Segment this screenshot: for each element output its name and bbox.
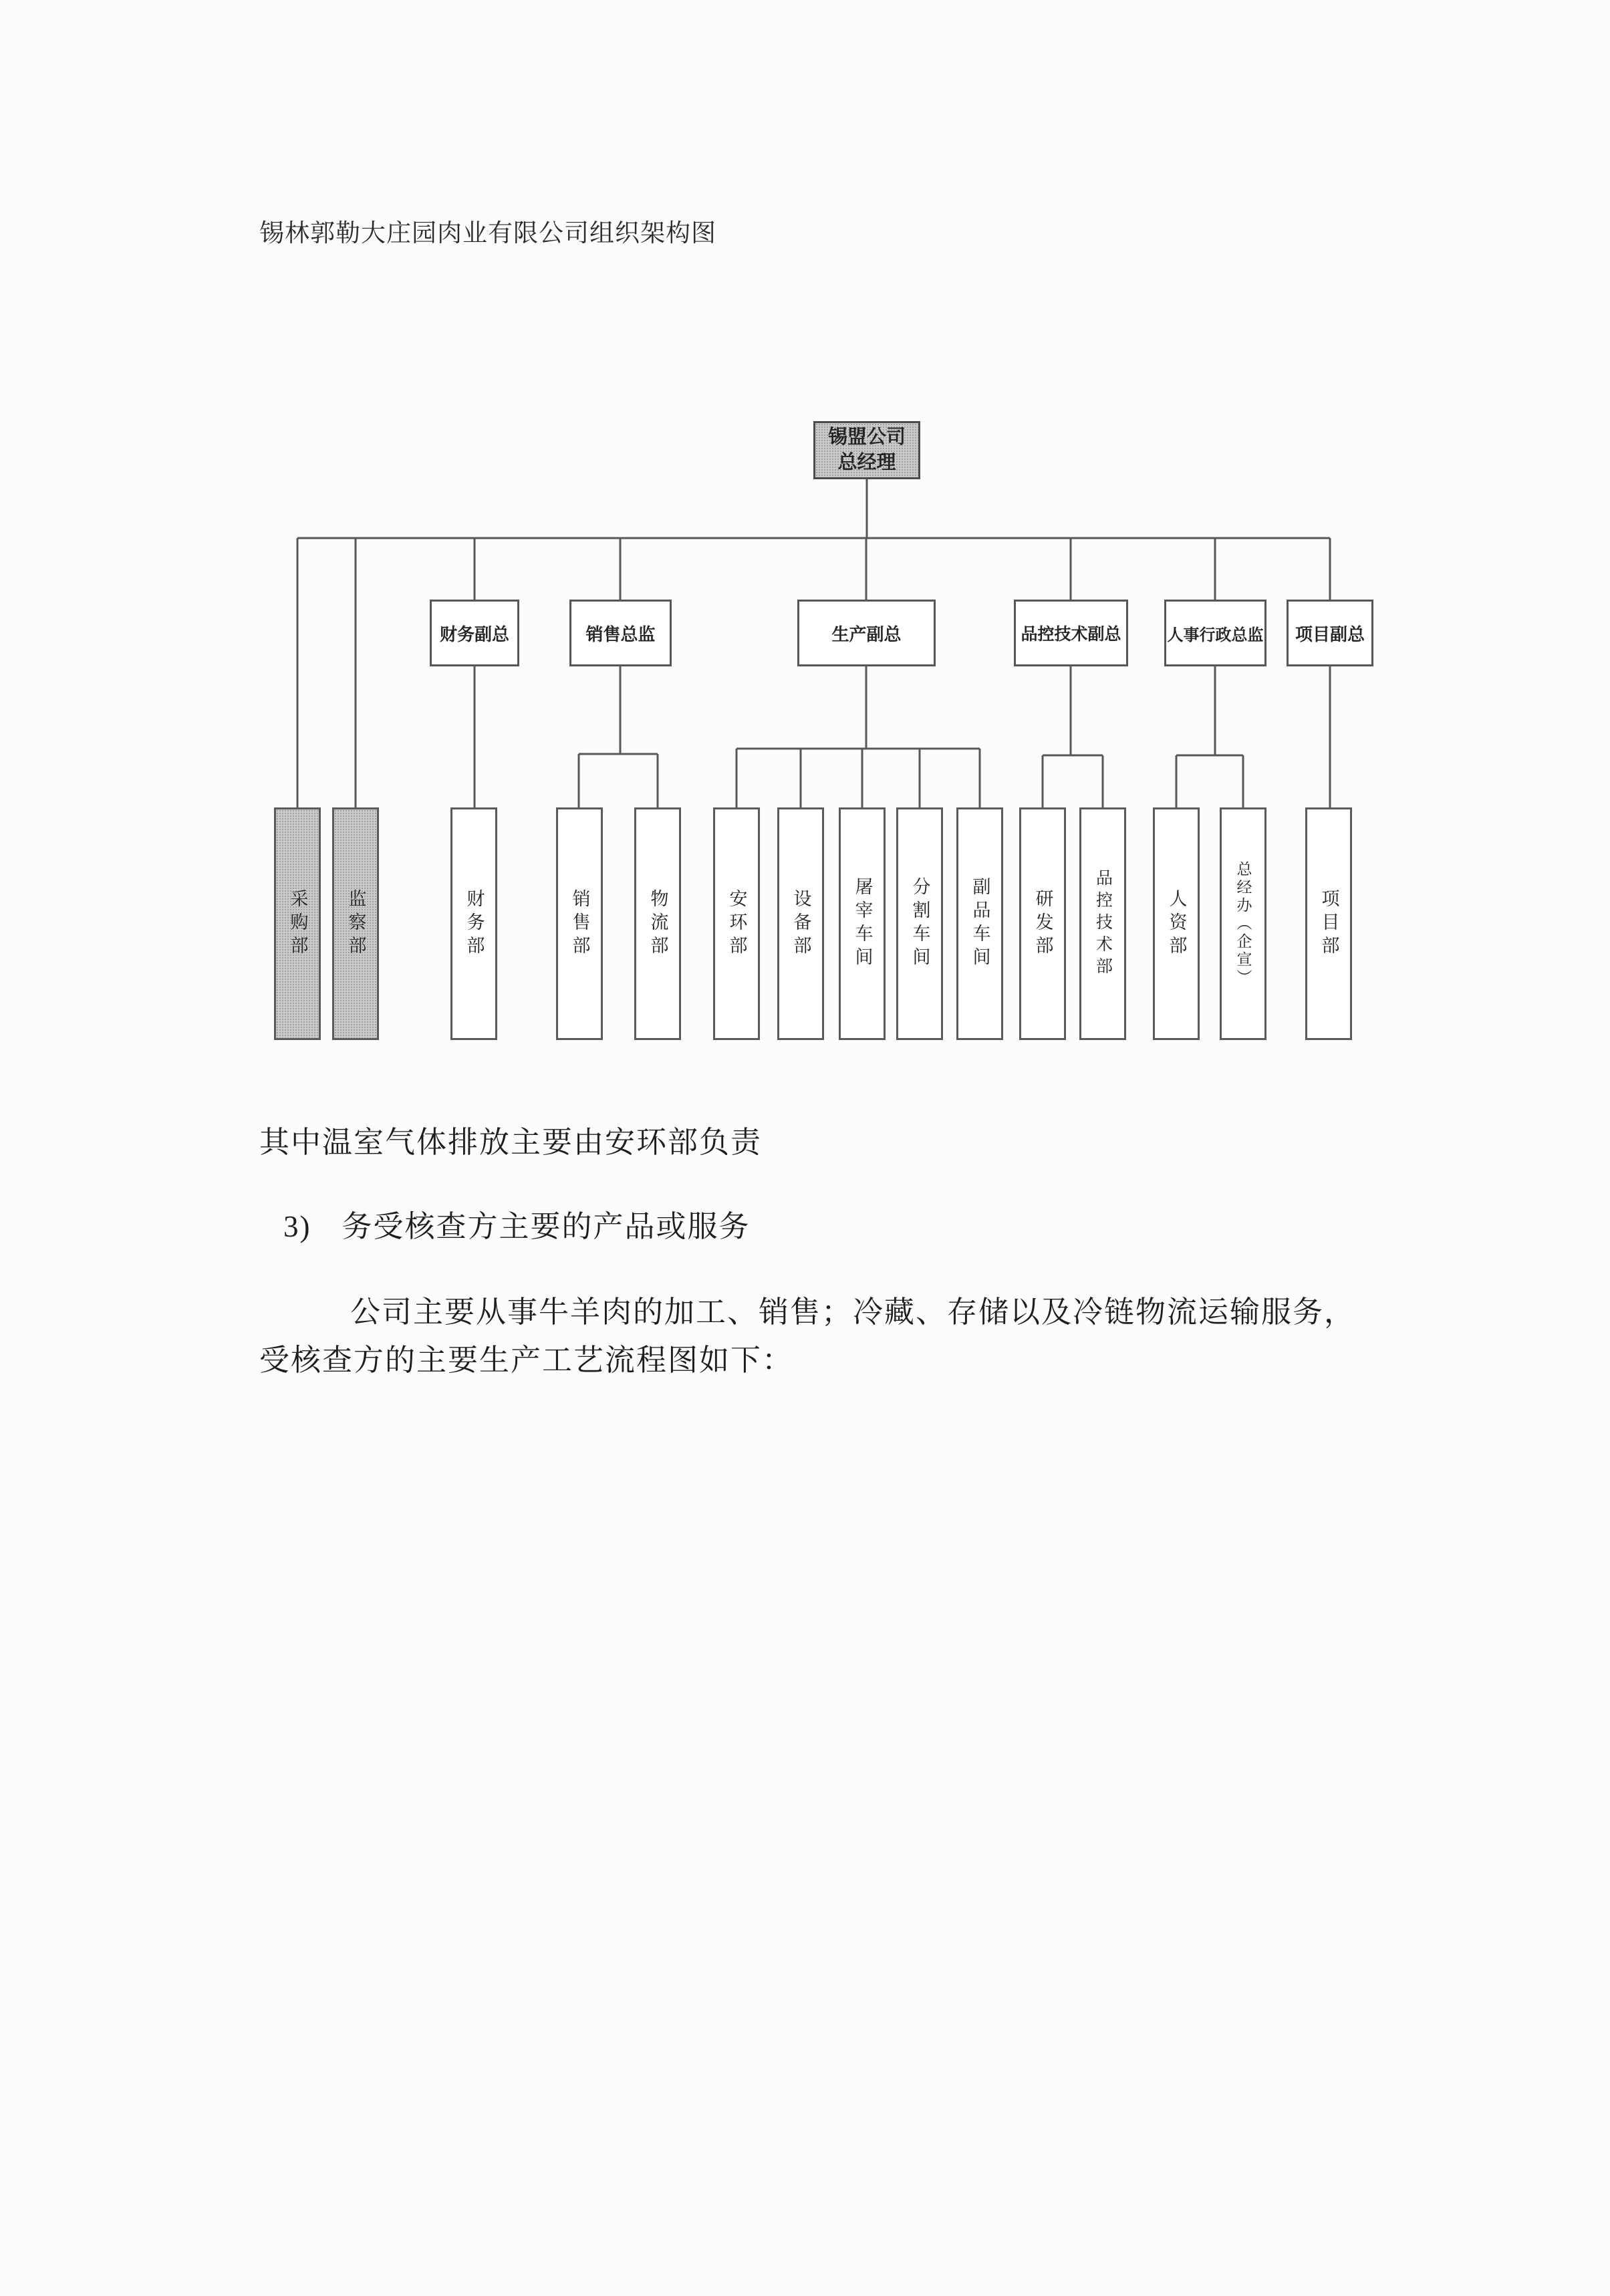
org-box-production-vp: 生产副总 bbox=[797, 600, 936, 666]
dept-box-project bbox=[1305, 807, 1352, 1040]
dept-label-qc-technology: 品控技术部 bbox=[1093, 868, 1112, 979]
dept-label-cutting-workshop: 分割车间 bbox=[910, 877, 930, 971]
org-box-general-manager-line1: 锡盟公司 bbox=[827, 426, 906, 448]
dept-box-supervision bbox=[332, 807, 379, 1040]
dept-box-equipment bbox=[777, 807, 824, 1040]
dept-label-equipment: 设备部 bbox=[791, 888, 811, 959]
dept-box-cutting-workshop bbox=[896, 807, 943, 1040]
dept-box-logistics bbox=[634, 807, 681, 1040]
dept-label-gm-office: 总经办（企宣） bbox=[1234, 860, 1252, 987]
note-ghg-responsibility: 其中温室气体排放主要由安环部负责 bbox=[259, 1126, 763, 1159]
dept-box-sales bbox=[556, 807, 603, 1040]
dept-label-human-resources: 人资部 bbox=[1166, 888, 1187, 959]
org-box-finance-vp: 财务副总 bbox=[430, 600, 519, 666]
dept-label-logistics: 物流部 bbox=[648, 888, 668, 959]
dept-box-procurement bbox=[274, 807, 321, 1040]
dept-label-sales: 销售部 bbox=[569, 888, 590, 959]
dept-label-byproduct-workshop: 副品车间 bbox=[970, 877, 990, 971]
dept-label-supervision: 监察部 bbox=[346, 888, 366, 959]
list-item-3-text: 务受核查方主要的产品或服务 bbox=[342, 1210, 751, 1243]
dept-box-rnd bbox=[1019, 807, 1066, 1040]
dept-label-procurement: 采购部 bbox=[287, 888, 308, 959]
org-box-hr-admin-director: 人事行政总监 bbox=[1164, 600, 1266, 666]
list-item-3-marker: 3) bbox=[283, 1210, 311, 1243]
org-box-general-manager-line2: 总经理 bbox=[837, 451, 896, 473]
dept-box-qc-technology bbox=[1079, 807, 1126, 1040]
paragraph-line-2: 受核查方的主要生产工艺流程图如下： bbox=[259, 1344, 794, 1377]
dept-label-slaughter-workshop: 屠宰车间 bbox=[852, 877, 873, 971]
org-box-sales-director: 销售总监 bbox=[569, 600, 672, 666]
org-box-general-manager bbox=[813, 421, 920, 479]
paragraph-line-1: 公司主要从事牛羊肉的加工、销售；冷藏、存储以及冷链物流运输服务， bbox=[350, 1295, 1356, 1329]
dept-label-finance: 财务部 bbox=[464, 888, 485, 959]
org-box-project-vp: 项目副总 bbox=[1287, 600, 1373, 666]
list-item-3 bbox=[283, 1202, 751, 1245]
dept-label-project: 项目部 bbox=[1319, 888, 1339, 959]
dept-box-safety-environment bbox=[713, 807, 760, 1040]
org-box-qc-tech-vp: 品控技术副总 bbox=[1014, 600, 1128, 666]
dept-box-human-resources bbox=[1153, 807, 1200, 1040]
dept-box-slaughter-workshop bbox=[839, 807, 886, 1040]
page-title: 锡林郭勒大庄园肉业有限公司组织架构图 bbox=[259, 220, 716, 247]
dept-box-finance bbox=[450, 807, 497, 1040]
dept-label-rnd: 研发部 bbox=[1033, 888, 1053, 959]
dept-box-gm-office bbox=[1220, 807, 1266, 1040]
dept-label-safety-environment: 安环部 bbox=[726, 888, 747, 959]
dept-box-byproduct-workshop bbox=[956, 807, 1003, 1040]
